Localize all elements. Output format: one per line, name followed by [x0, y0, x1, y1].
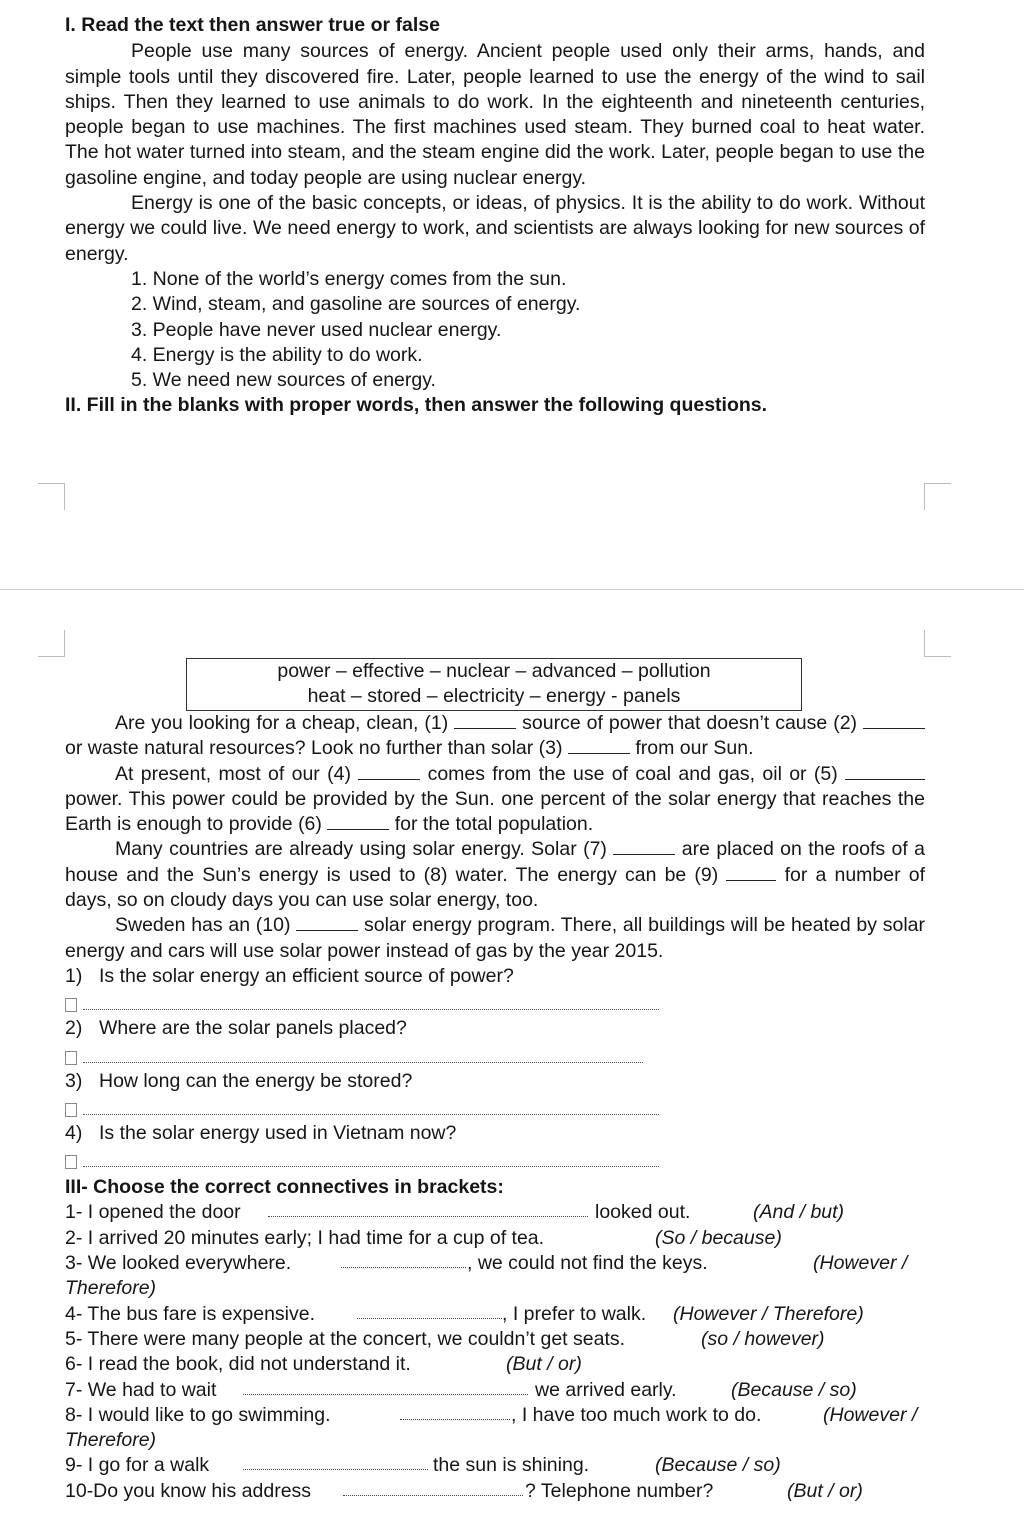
cloze-paragraph-4: Sweden has an (10) solar energy program. There, all buildings will be heated by solar energy and cars will use solar power instead of gas by the year 2015. — [65, 914, 926, 962]
connective-item: 5- There were many people at the concert, we couldn’t get seats. (so / however) — [65, 1327, 825, 1350]
connective-item: 4- The bus fare is expensive. , I prefer to walk. (However / Therefore) — [65, 1302, 864, 1325]
true-false-item: 4. Energy is the ability to do work. — [131, 343, 423, 366]
blank-3[interactable] — [568, 739, 630, 754]
answer-line[interactable] — [65, 1042, 925, 1069]
page-corner-mark — [38, 483, 65, 510]
connective-item: 2- I arrived 20 minutes early; I had time for a cup of tea. (So / because) — [65, 1226, 782, 1249]
connective-item-continued: Therefore) — [65, 1277, 157, 1300]
page-corner-mark — [38, 630, 65, 657]
connective-item: 1- I opened the door looked out. (And / but) — [65, 1201, 845, 1224]
cloze-paragraph-3: Many countries are already using solar energy. Solar (7) are placed on the roofs of a house and the Sun’s energy is used to (8) water. The energy can be (9) for a number of days, so on cloudy days you can use solar energy, too. — [65, 838, 926, 912]
section-2-heading: II. Fill in the blanks with proper words, then answer the following questions. — [65, 394, 768, 417]
section-3-heading: III- Choose the correct connectives in brackets: — [65, 1176, 504, 1199]
connective-item: 7- We had to wait we arrived early. (Because / so) — [65, 1378, 857, 1401]
word-bank-line: heat – stored – electricity – energy - panels — [307, 685, 681, 707]
answer-blank[interactable] — [243, 1453, 428, 1470]
answer-bullet-icon — [65, 1155, 77, 1169]
connective-item: 10-Do you know his address ? Telephone number? (But / or) — [65, 1479, 863, 1502]
page-1 — [0, 0, 1024, 510]
answer-line[interactable] — [65, 1094, 925, 1121]
connective-item-continued: Therefore) — [65, 1429, 157, 1452]
reading-paragraph-1: People use many sources of energy. Ancient people used only their arms, hands, and simple tools until they discovered fire. Later, people learned to use the energy of the wind to sail ships. Then they learned to use animals to do work. In the eighteenth and nineteenth centuries, people began to use machines. The first machines used steam. They burned coal to heat water. The hot water turned into steam, and the steam engine did the work. Later, people began to use the gasoline engine, and today people are using nuclear energy. — [65, 40, 925, 189]
answer-line[interactable] — [65, 1146, 925, 1173]
word-bank-line: power – effective – nuclear – advanced – pollution — [277, 660, 711, 682]
page-corner-mark — [924, 630, 951, 657]
connective-item: 9- I go for a walk the sun is shining. (Because / so) — [65, 1454, 781, 1477]
answer-blank[interactable] — [243, 1378, 528, 1395]
section-2 — [65, 658, 925, 1504]
section-1 — [65, 13, 925, 419]
blank-6[interactable] — [327, 815, 389, 830]
blank-9[interactable] — [726, 866, 776, 881]
answer-bullet-icon — [65, 998, 77, 1012]
section-1-heading: I. Read the text then answer true or false — [65, 14, 440, 36]
blank-10[interactable] — [296, 916, 358, 931]
blank-2[interactable] — [863, 714, 925, 729]
page-corner-mark — [924, 483, 951, 510]
question: 2) Where are the solar panels placed? — [65, 1017, 407, 1040]
reading-paragraph-2: Energy is one of the basic concepts, or ideas, of physics. It is the ability to do work. Without energy we could live. We need energy to work, and scientists are always looking for new sources of energy. — [65, 192, 925, 265]
blank-1[interactable] — [454, 714, 516, 729]
blank-7[interactable] — [613, 840, 675, 855]
answer-bullet-icon — [65, 1103, 77, 1117]
answer-blank[interactable] — [357, 1302, 502, 1319]
blank-4[interactable] — [358, 765, 420, 780]
answer-blank[interactable] — [268, 1200, 588, 1217]
connective-item: 8- I would like to go swimming. , I have too much work to do. (However / — [65, 1403, 918, 1426]
connectives-list — [65, 1200, 925, 1504]
true-false-item: 1. None of the world’s energy comes from the sun. — [131, 267, 567, 290]
page-separator — [0, 589, 1024, 590]
blank-5[interactable] — [845, 765, 925, 780]
true-false-item: 3. People have never used nuclear energy. — [131, 318, 502, 341]
answer-blank[interactable] — [341, 1251, 466, 1268]
question-list — [65, 964, 925, 1173]
true-false-item: 2. Wind, steam, and gasoline are sources of energy. — [131, 293, 581, 316]
connective-item: 6- I read the book, did not understand it. (But / or) — [65, 1353, 582, 1376]
answer-blank[interactable] — [343, 1479, 523, 1496]
connective-item: 3- We looked everywhere. , we could not find the keys. (However / — [65, 1252, 908, 1275]
page-2 — [0, 592, 1024, 1524]
word-bank — [186, 658, 802, 711]
question: 4) Is the solar energy used in Vietnam now? — [65, 1121, 457, 1144]
question: 1) Is the solar energy an efficient source of power? — [65, 964, 514, 987]
cloze-paragraph-2: At present, most of our (4) comes from the use of coal and gas, oil or (5) power. This power could be provided by the Sun. one percent of the solar energy that reaches the Earth is enough to provide (6) for the total population. — [65, 762, 925, 836]
answer-blank[interactable] — [400, 1403, 510, 1420]
answer-line[interactable] — [65, 989, 925, 1016]
question: 3) How long can the energy be stored? — [65, 1069, 413, 1092]
cloze-paragraph-1: Are you looking for a cheap, clean, (1) source of power that doesn’t cause (2) or waste natural resources? Look no further than solar (3) from our Sun. — [65, 711, 925, 762]
answer-bullet-icon — [65, 1051, 77, 1065]
true-false-item: 5. We need new sources of energy. — [131, 369, 436, 392]
